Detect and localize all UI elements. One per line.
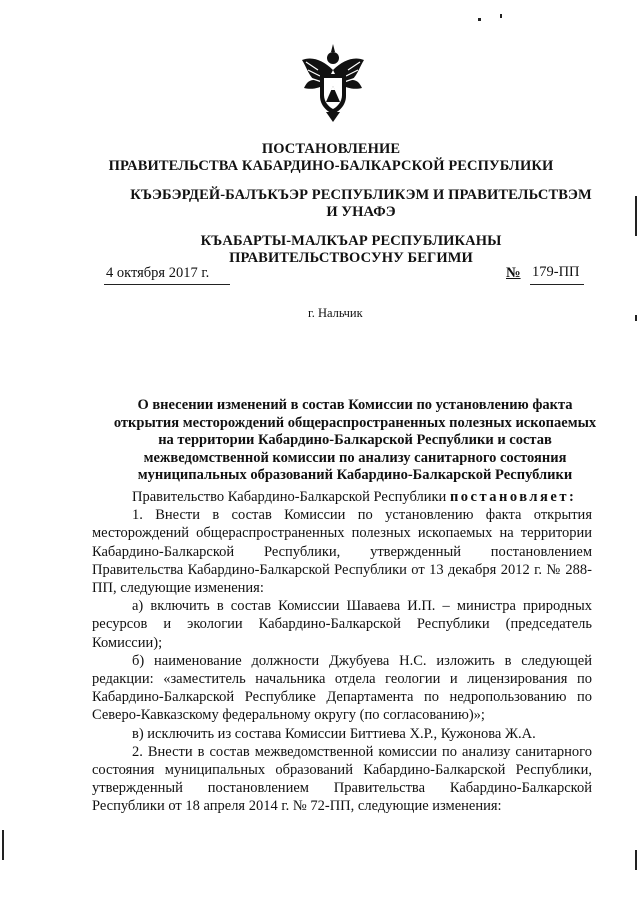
document-date: 4 октября 2017 г. <box>106 265 210 281</box>
document-header <box>66 141 596 175</box>
header-line-2: ПРАВИТЕЛЬСТВА КАБАРДИНО-БАЛКАРСКОЙ РЕСПУБЛИКИ <box>108 158 554 174</box>
intro-paragraph <box>92 488 592 506</box>
date-underline <box>104 284 230 285</box>
scan-mark <box>2 830 4 860</box>
document-title: О внесении изменений в состав Комиссии по установлению факта открытия месторождений общераспространенных полезных ископаемых на территории Кабардино-Балкарской Республики и состав межведомственной комиссии по анализу санитарного состояния муниципальных образований Кабардино-Балкарской Республики <box>113 397 597 484</box>
paragraph-1a: а) включить в состав Комиссии Шаваева И.П. – министра природных ресурсов и экологии Кабардино-Балкарской Республики (председатель Комиссии); <box>92 598 592 651</box>
document-number: 179-ПП <box>532 264 580 280</box>
number-underline <box>530 284 584 285</box>
scan-mark <box>500 14 502 18</box>
header-balkar: КЪАБАРТЫ-МАЛКЪАР РЕСПУБЛИКАНЫ ПРАВИТЕЛЬСТВОСУНУ БЕГИМИ <box>200 233 502 266</box>
scan-mark <box>635 315 637 321</box>
scan-mark <box>635 850 637 870</box>
scan-mark <box>635 196 637 236</box>
number-label: № <box>506 265 521 281</box>
intro-prefix: Правительство Кабардино-Балкарской Республики <box>132 489 450 505</box>
paragraph-1b: б) наименование должности Джубуева Н.С. изложить в следующей редакции: «заместитель начальника отдела геологии и лицензирования по Кабардино-Балкарской Республике Департамента по недропользованию по Северо-Кавказскому федеральному округу (по согласованию)»; <box>92 652 592 724</box>
document-body <box>92 488 592 816</box>
header-line-1: ПОСТАНОВЛЕНИЕ <box>261 141 401 157</box>
scan-mark <box>478 18 481 21</box>
header-kabardian: КЪЭБЭРДЕЙ-БАЛЪКЪЭР РЕСПУБЛИКЭМ И ПРАВИТЕЛЬСТВЭМ И УНАФЭ <box>130 187 592 220</box>
paragraph-1c: в) исключить из состава Комиссии Биттиева Х.Р., Кужонова Ж.А. <box>132 725 536 742</box>
coat-of-arms-icon <box>298 40 368 124</box>
intro-action: постановляет: <box>449 489 577 505</box>
city: г. Нальчик <box>308 306 363 320</box>
paragraph-1: 1. Внести в состав Комиссии по установлению факта открытия месторождений общераспространенных полезных ископаемых на территории Кабардино-Балкарской Республики, утвержденный постановлением Правительства Кабардино-Балкарской Республики от 13 декабря 2012 г. № 288-ПП, следующие изменения: <box>92 507 592 597</box>
paragraph-2: 2. Внести в состав межведомственной комиссии по анализу санитарного состояния муниципальных образований Кабардино-Балкарской Республики, утвержденный постановлением Правительства Кабардино-Балкарской Республики от 18 апреля 2014 г. № 72-ПП, следующие изменения: <box>92 743 592 815</box>
